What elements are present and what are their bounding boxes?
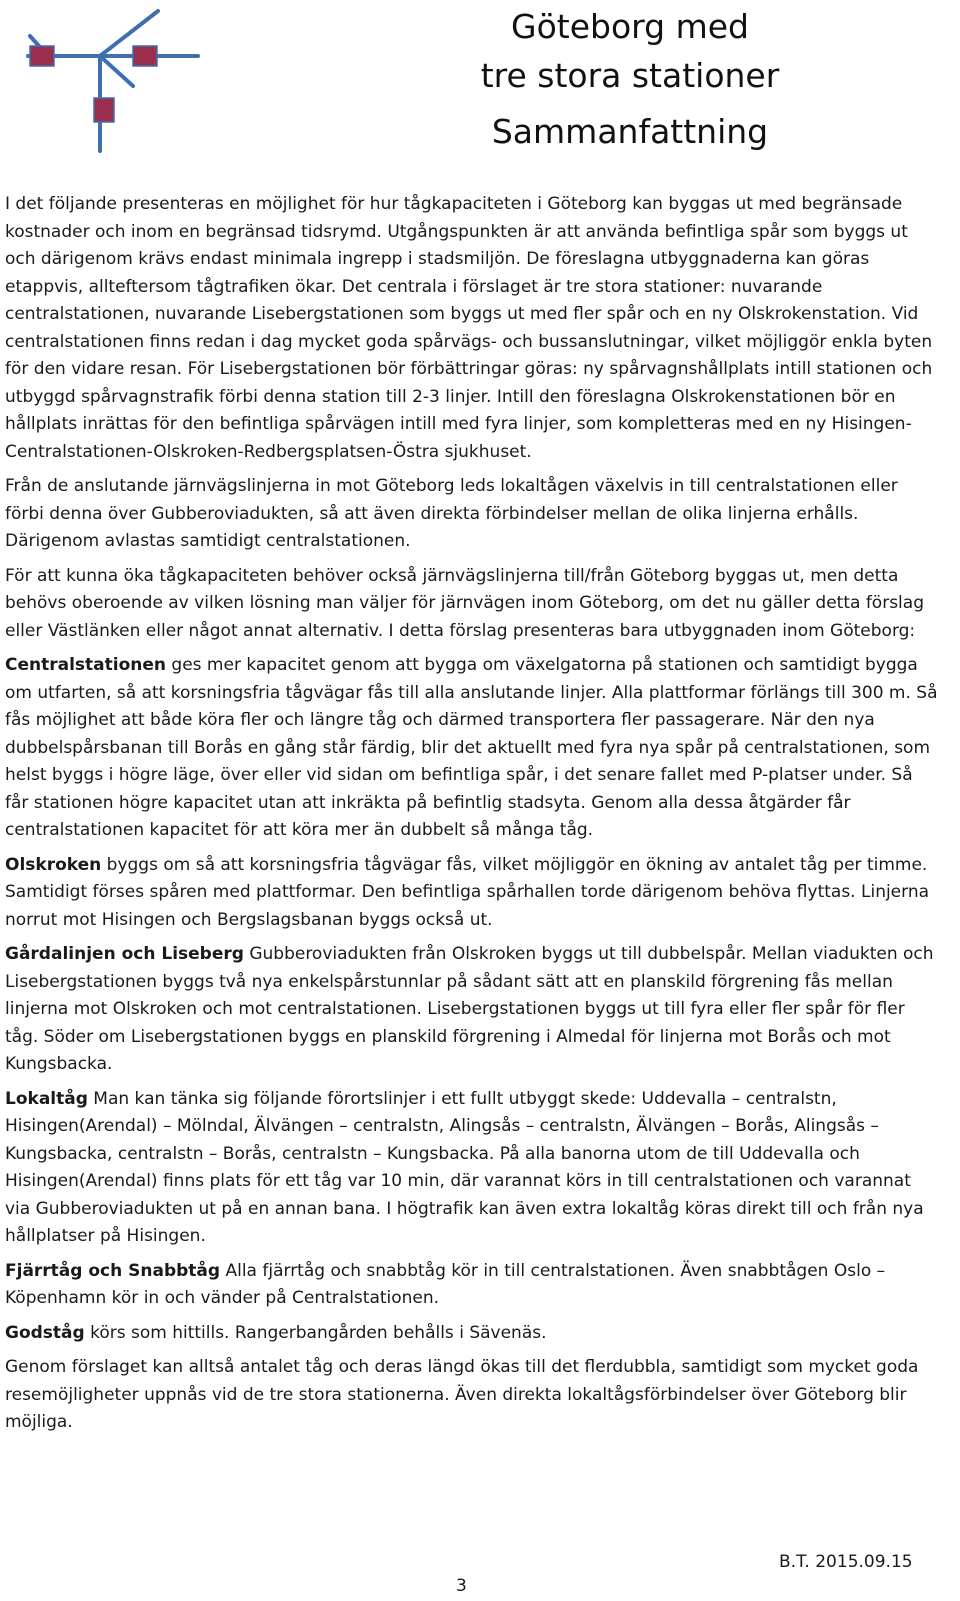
section-text: ges mer kapacitet genom att bygga om växelgatorna på stationen och samtidigt bygga om utfarten, så att korsningsfria tågvägar fås till alla anslutande linjer. Alla plattformar förlängs till 300 m. Så fås möjlighet att både köra fler och längre tåg och därmed transportera fler passagerare. När den nya dubbelspårsbanan till Borås en gång står färdig, blir det aktuellt med fyra nya spår på centralstationen, som helst byggs i högre läge, över eller vid sidan om befintliga spår, i det senare fallet med P-platser under. Så får stationen högre kapacitet utan att inkräkta på befintlig stadsyta. Genom alla dessa åtgärder får centralstationen kapacitet för att köra mer än dubbelt så många tåg.: [5, 655, 938, 840]
page-subtitle: Sammanfattning: [491, 112, 769, 151]
section-text: Alla fjärrtåg och snabbtåg kör in till centralstationen. Även snabbtågen Oslo – Köpenhamn kör in och vänder på Centralstationen.: [5, 1260, 886, 1308]
section-heading: Gårdalinjen och Liseberg: [5, 944, 244, 964]
section-text: byggs om så att korsningsfria tågvägar fås, vilket möjliggör en ökning av antalet tåg per timme. Samtidigt förses spåren med plattformar. Den befintliga spårhallen torde därigenom behöva flyttas. Linjerna norrut mot Hisingen och Bergslagsbanan byggs också ut.: [5, 854, 930, 930]
section-lokaltag: [5, 1086, 940, 1251]
section-text: körs som hittills. Rangerbangården behålls i Sävenäs.: [84, 1322, 547, 1343]
intro-paragraph: I det följande presenteras en möjlighet för hur tågkapaciteten i Göteborg kan byggas ut med begränsade kostnader och inom en begränsad tidsrymd. Utgångspunkten är att använda befintliga spår som byggs ut och därigenom krävs endast minimala ingrepp i stadsmiljön. De föreslagna utbyggnaderna kan göras etappvis, allteftersom tågtrafiken ökar. Det centrala i förslaget är tre stora stationer: nuvarande centralstationen, nuvarande Lisebergstationen som byggs ut med fler spår och en ny Olskrokenstation. Vid centralstationen finns redan i dag mycket goda spårvägs- och bussanslutningar, vilket möjliggör enkla byten för den vidare resan. För Lisebergstationen bör förbättringar göras: ny spårvagnshållplats intill stationen och utbyggd spårvagnstrafik förbi denna station till 2-3 linjer. Intill den föreslagna Olskrokenstationen bör en hållplats inrättas för den befintliga spårvägen intill med fyra linjer, som kompletteras med en ny Hisingen-Centralstationen-Olskroken-Redbergsplatsen-Östra sjukhuset.: [5, 194, 933, 462]
section-text: Gubberoviadukten från Olskroken byggs ut till dubbelspår. Mellan viadukten och Lisebergstationen byggs två nya enkelspårstunnlar på sådant sätt att en planskild förgrening fås mellan linjerna mot Olskroken och mot centralstationen. Lisebergstationen byggs ut till fyra eller fler spår för fler tåg. Söder om Lisebergstationen byggs en planskild förgrening i Almedal för linjerna mot Borås och mot Kungsbacka.: [5, 944, 934, 1074]
section-heading: Fjärrtåg och Snabbtåg: [5, 1260, 221, 1281]
page-title-line-1: Göteborg med: [511, 7, 749, 46]
document-header: [430, 0, 830, 152]
signature-date: B.T. 2015.09.15: [779, 1552, 913, 1572]
section-godstag: [5, 1320, 940, 1348]
section-gardalinjen: [5, 941, 940, 1079]
paragraph-capacity: För att kunna öka tågkapaciteten behöver också järnvägslinjerna till/från Göteborg byggas ut, men detta behövs oberoende av vilken lösning man väljer för järnvägen inom Göteborg, om det nu gäller detta förslag eller Västlänken eller något annat alternativ. I detta förslag presenteras bara utbyggnaden inom Göteborg:: [5, 565, 924, 641]
station-marker-icon: [30, 46, 54, 66]
section-heading: Olskroken: [5, 854, 102, 875]
section-heading: Godståg: [5, 1322, 85, 1343]
section-fjarrtag: [5, 1258, 940, 1313]
document-body: [5, 191, 940, 1444]
closing-paragraph: Genom förslaget kan alltså antalet tåg och deras längd ökas till det flerdubbla, samtidigt som mycket goda resemöjligheter uppnås vid de tre stora stationerna. Även direkta lokaltågsförbindelser över Göteborg blir möjliga.: [5, 1357, 919, 1432]
page-title-line-2: tre stora stationer: [480, 56, 780, 95]
section-olskroken: [5, 852, 940, 935]
rail-network-icon: [18, 6, 208, 156]
station-marker-icon: [133, 46, 157, 66]
section-heading: Centralstationen: [5, 655, 167, 675]
paragraph-lokaltag-routing: Från de anslutande järnvägslinjerna in mot Göteborg leds lokaltågen växelvis in till centralstationen eller förbi denna över Gubberoviadukten, så att även direkta förbindelser mellan de olika linjerna erhålls. Därigenom avlastas samtidigt centralstationen.: [5, 476, 898, 551]
page-number: 3: [456, 1576, 467, 1596]
section-centralstationen: [5, 652, 940, 845]
station-marker-icon: [94, 98, 114, 122]
section-text: Man kan tänka sig följande förortslinjer i ett fullt utbyggt skede: Uddevalla – centralstn, Hisingen(Arendal) – Mölndal, Älvängen – centralstn, Alingsås – centralstn, Älvängen – Borås, Alingsås – Kungsbacka, centralstn – Borås, centralstn – Kungsbacka. På alla banorna utom de till Uddevalla och Hisingen(Arendal) finns plats för ett tåg var 10 min, där varannat körs in till centralstationen och varannat via Gubberoviadukten ut på en annan bana. I högtrafik kan även extra lokaltåg köras direkt till och från nya hållplatser på Hisingen.: [5, 1088, 924, 1246]
section-heading: Lokaltåg: [5, 1088, 88, 1109]
